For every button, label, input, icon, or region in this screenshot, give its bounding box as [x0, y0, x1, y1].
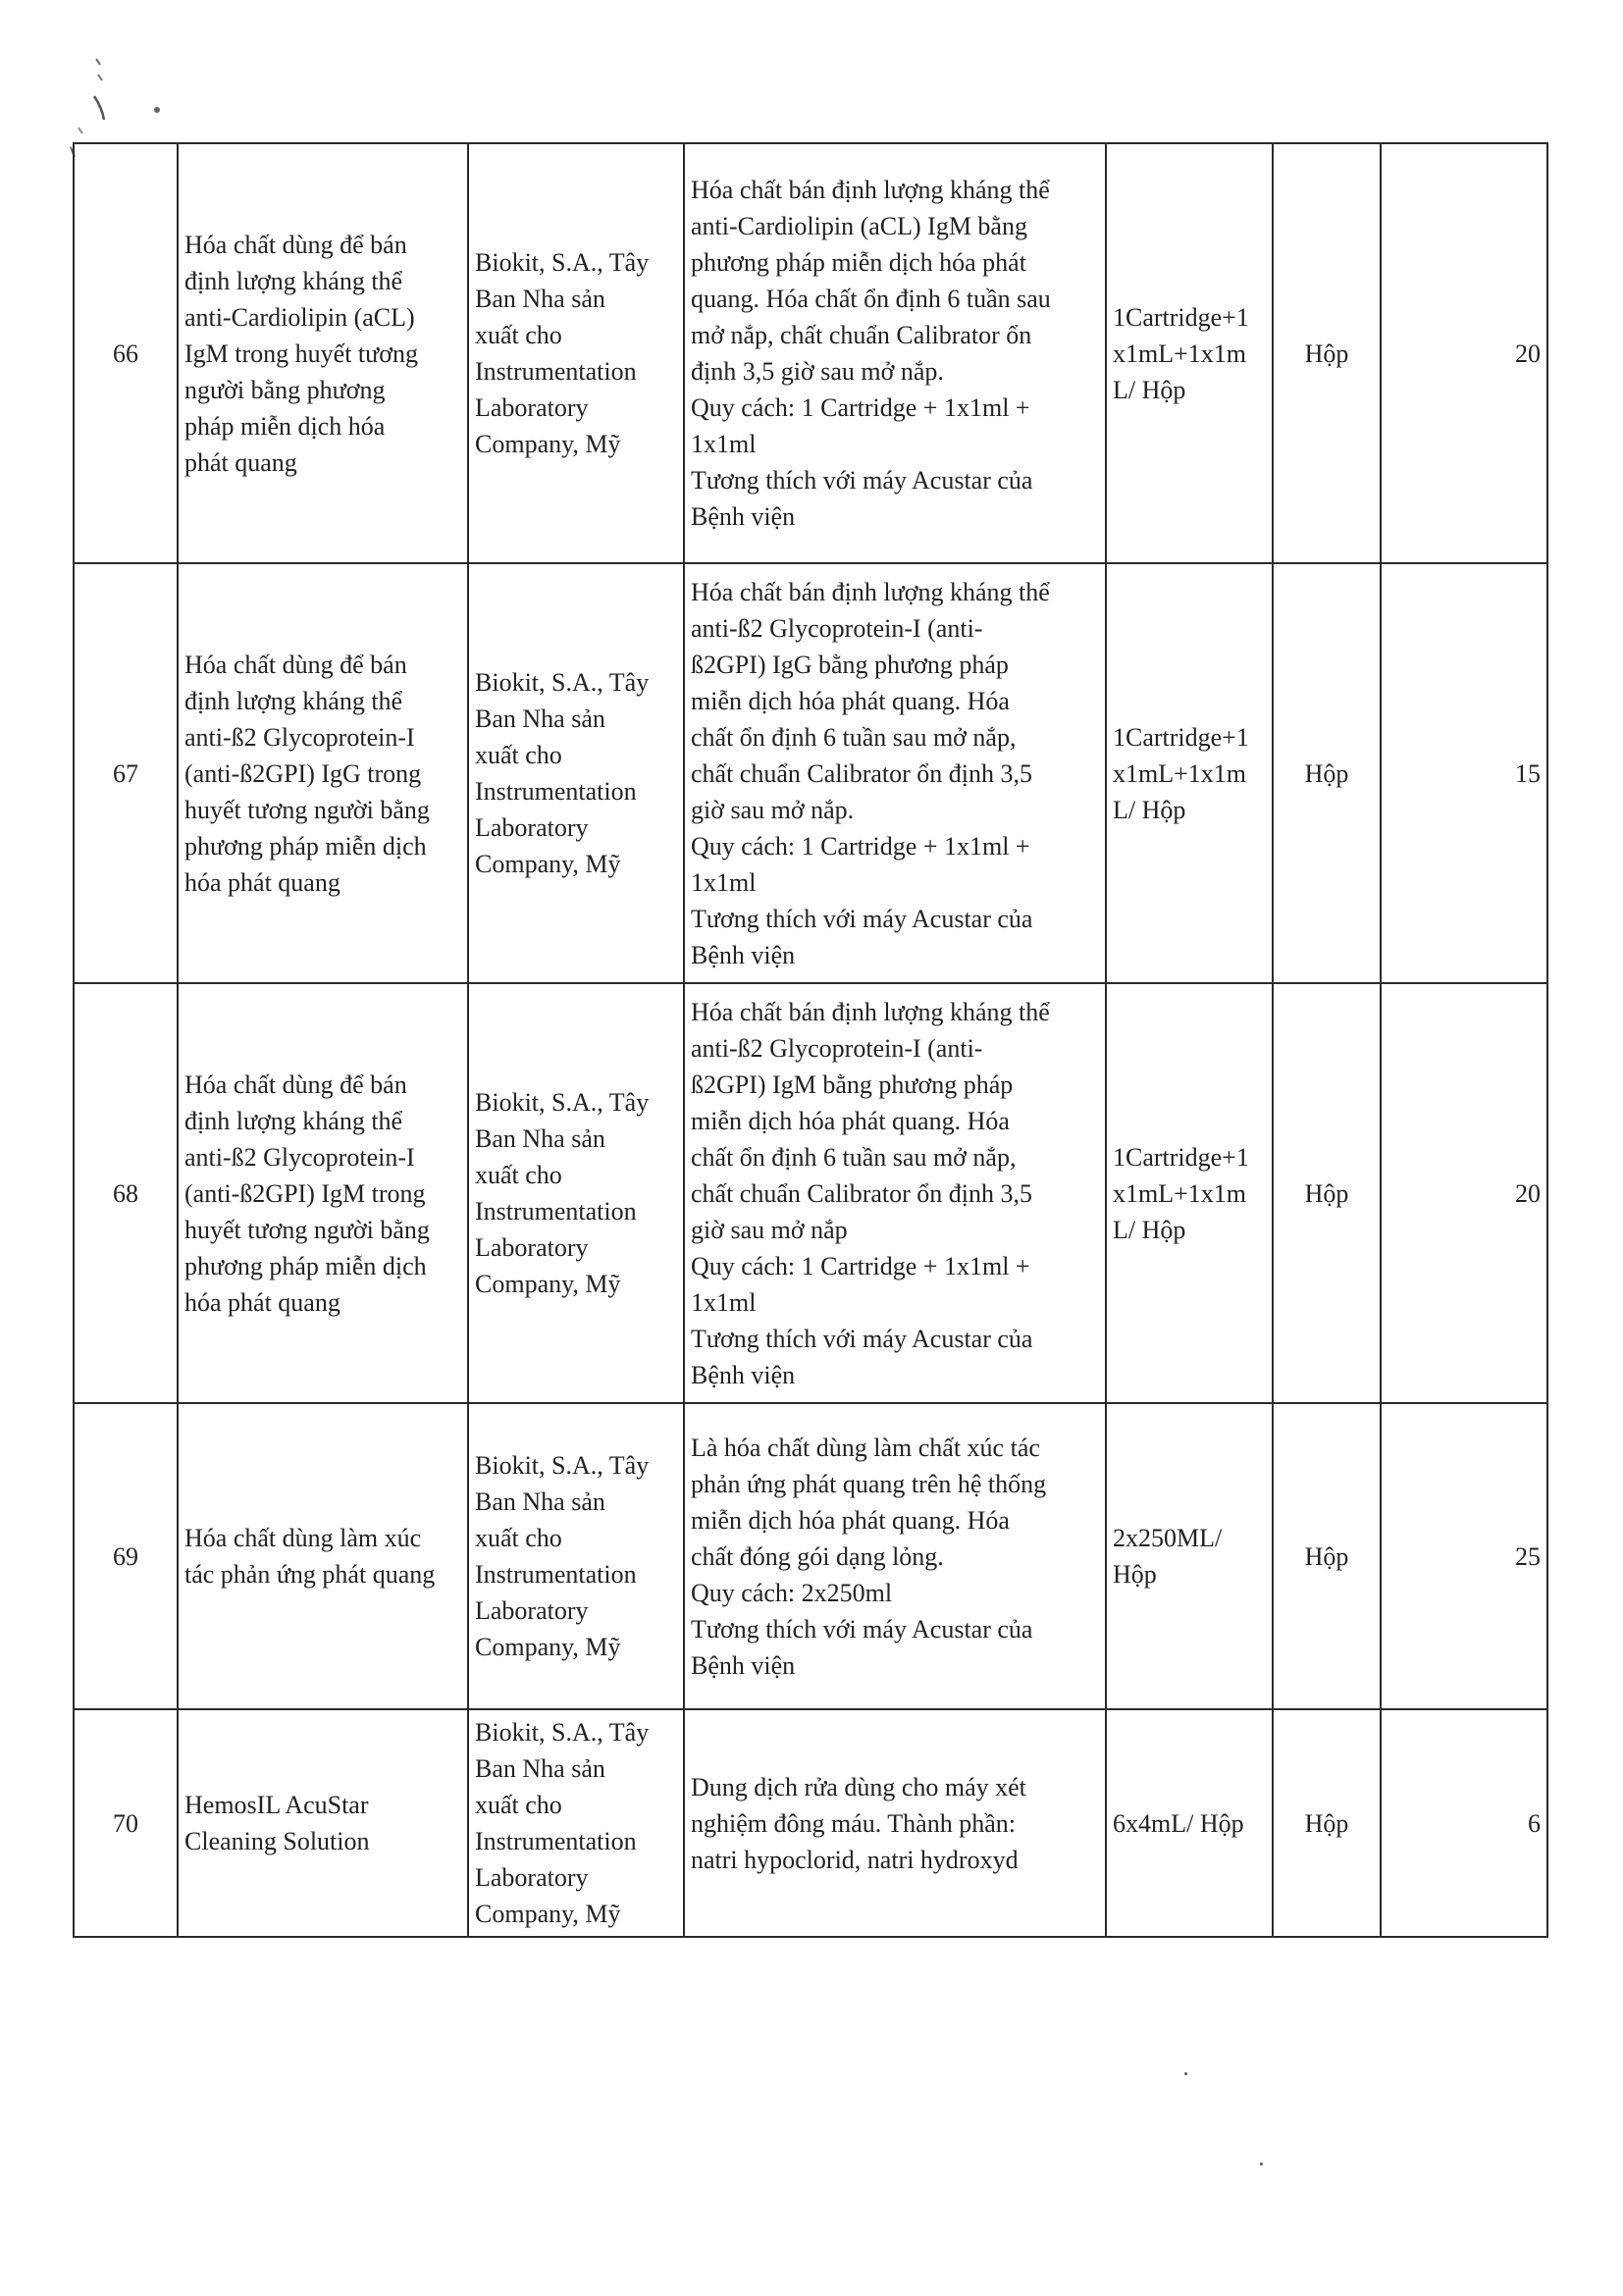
packaging: 1Cartridge+1 x1mL+1x1m L/ Hộp — [1106, 983, 1273, 1403]
row-number: 70 — [74, 1709, 178, 1937]
packaging: 2x250ML/ Hộp — [1106, 1403, 1273, 1709]
product-name: Hóa chất dùng để bán định lượng kháng thể anti-Cardiolipin (aCL) IgM trong huyết tương người bằng phương pháp miễn dịch hóa phát quang — [178, 143, 468, 563]
row-number: 68 — [74, 983, 178, 1403]
manufacturer: Biokit, S.A., Tây Ban Nha sản xuất cho Instrumentation Laboratory Company, Mỹ — [468, 1403, 684, 1709]
product-name: Hóa chất dùng làm xúc tác phản ứng phát quang — [178, 1403, 468, 1709]
scan-dot — [1184, 2072, 1187, 2075]
row-number: 69 — [74, 1403, 178, 1709]
quantity: 20 — [1381, 143, 1547, 563]
scan-dot — [1260, 2163, 1263, 2166]
table-row — [74, 143, 1547, 563]
specification: Hóa chất bán định lượng kháng thể anti-Cardiolipin (aCL) IgM bằng phương pháp miễn dịch hóa phát quang. Hóa chất ổn định 6 tuần sau mở nắp, chất chuẩn Calibrator ổn định 3,5 giờ sau mở nắp. Quy cách: 1 Cartridge + 1x1ml + 1x1ml Tương thích với máy Acustar của Bệnh viện — [684, 143, 1106, 563]
manufacturer: Biokit, S.A., Tây Ban Nha sản xuất cho Instrumentation Laboratory Company, Mỹ — [468, 1709, 684, 1937]
unit: Hộp — [1273, 1403, 1381, 1709]
unit: Hộp — [1273, 563, 1381, 983]
specification: Hóa chất bán định lượng kháng thể anti-ß2 Glycoprotein-I (anti- ß2GPI) IgG bằng phương pháp miễn dịch hóa phát quang. Hóa chất ổn định 6 tuần sau mở nắp, chất chuẩn Calibrator ổn định 3,5 giờ sau mở nắp. Quy cách: 1 Cartridge + 1x1ml + 1x1ml Tương thích với máy Acustar của Bệnh viện — [684, 563, 1106, 983]
packaging: 1Cartridge+1 x1mL+1x1m L/ Hộp — [1106, 563, 1273, 983]
manufacturer: Biokit, S.A., Tây Ban Nha sản xuất cho Instrumentation Laboratory Company, Mỹ — [468, 143, 684, 563]
quantity: 25 — [1381, 1403, 1547, 1709]
packaging: 1Cartridge+1 x1mL+1x1m L/ Hộp — [1106, 143, 1273, 563]
product-name: Hóa chất dùng để bán định lượng kháng thể anti-ß2 Glycoprotein-I (anti-ß2GPI) IgG trong huyết tương người bằng phương pháp miễn dịch hóa phát quang — [178, 563, 468, 983]
quantity: 6 — [1381, 1709, 1547, 1937]
unit: Hộp — [1273, 983, 1381, 1403]
row-number: 67 — [74, 563, 178, 983]
packaging: 6x4mL/ Hộp — [1106, 1709, 1273, 1937]
manufacturer: Biokit, S.A., Tây Ban Nha sản xuất cho Instrumentation Laboratory Company, Mỹ — [468, 563, 684, 983]
chemical-list-table — [73, 142, 1548, 1938]
specification: Là hóa chất dùng làm chất xúc tác phản ứng phát quang trên hệ thống miễn dịch hóa phát quang. Hóa chất đóng gói dạng lỏng. Quy cách: 2x250ml Tương thích với máy Acustar của Bệnh viện — [684, 1403, 1106, 1709]
product-name: HemosIL AcuStar Cleaning Solution — [178, 1709, 468, 1937]
product-name: Hóa chất dùng để bán định lượng kháng thể anti-ß2 Glycoprotein-I (anti-ß2GPI) IgM trong huyết tương người bằng phương pháp miễn dịch hóa phát quang — [178, 983, 468, 1403]
manufacturer: Biokit, S.A., Tây Ban Nha sản xuất cho Instrumentation Laboratory Company, Mỹ — [468, 983, 684, 1403]
specification: Dung dịch rửa dùng cho máy xét nghiệm đông máu. Thành phần: natri hypoclorid, natri hydroxyd — [684, 1709, 1106, 1937]
table-row — [74, 1709, 1547, 1937]
row-number: 66 — [74, 143, 178, 563]
quantity: 20 — [1381, 983, 1547, 1403]
table-row — [74, 1403, 1547, 1709]
quantity: 15 — [1381, 563, 1547, 983]
table-row — [74, 563, 1547, 983]
specification: Hóa chất bán định lượng kháng thể anti-ß2 Glycoprotein-I (anti- ß2GPI) IgM bằng phương pháp miễn dịch hóa phát quang. Hóa chất ổn định 6 tuần sau mở nắp, chất chuẩn Calibrator ổn định 3,5 giờ sau mở nắp Quy cách: 1 Cartridge + 1x1ml + 1x1ml Tương thích với máy Acustar của Bệnh viện — [684, 983, 1106, 1403]
unit: Hộp — [1273, 143, 1381, 563]
table-row — [74, 983, 1547, 1403]
unit: Hộp — [1273, 1709, 1381, 1937]
